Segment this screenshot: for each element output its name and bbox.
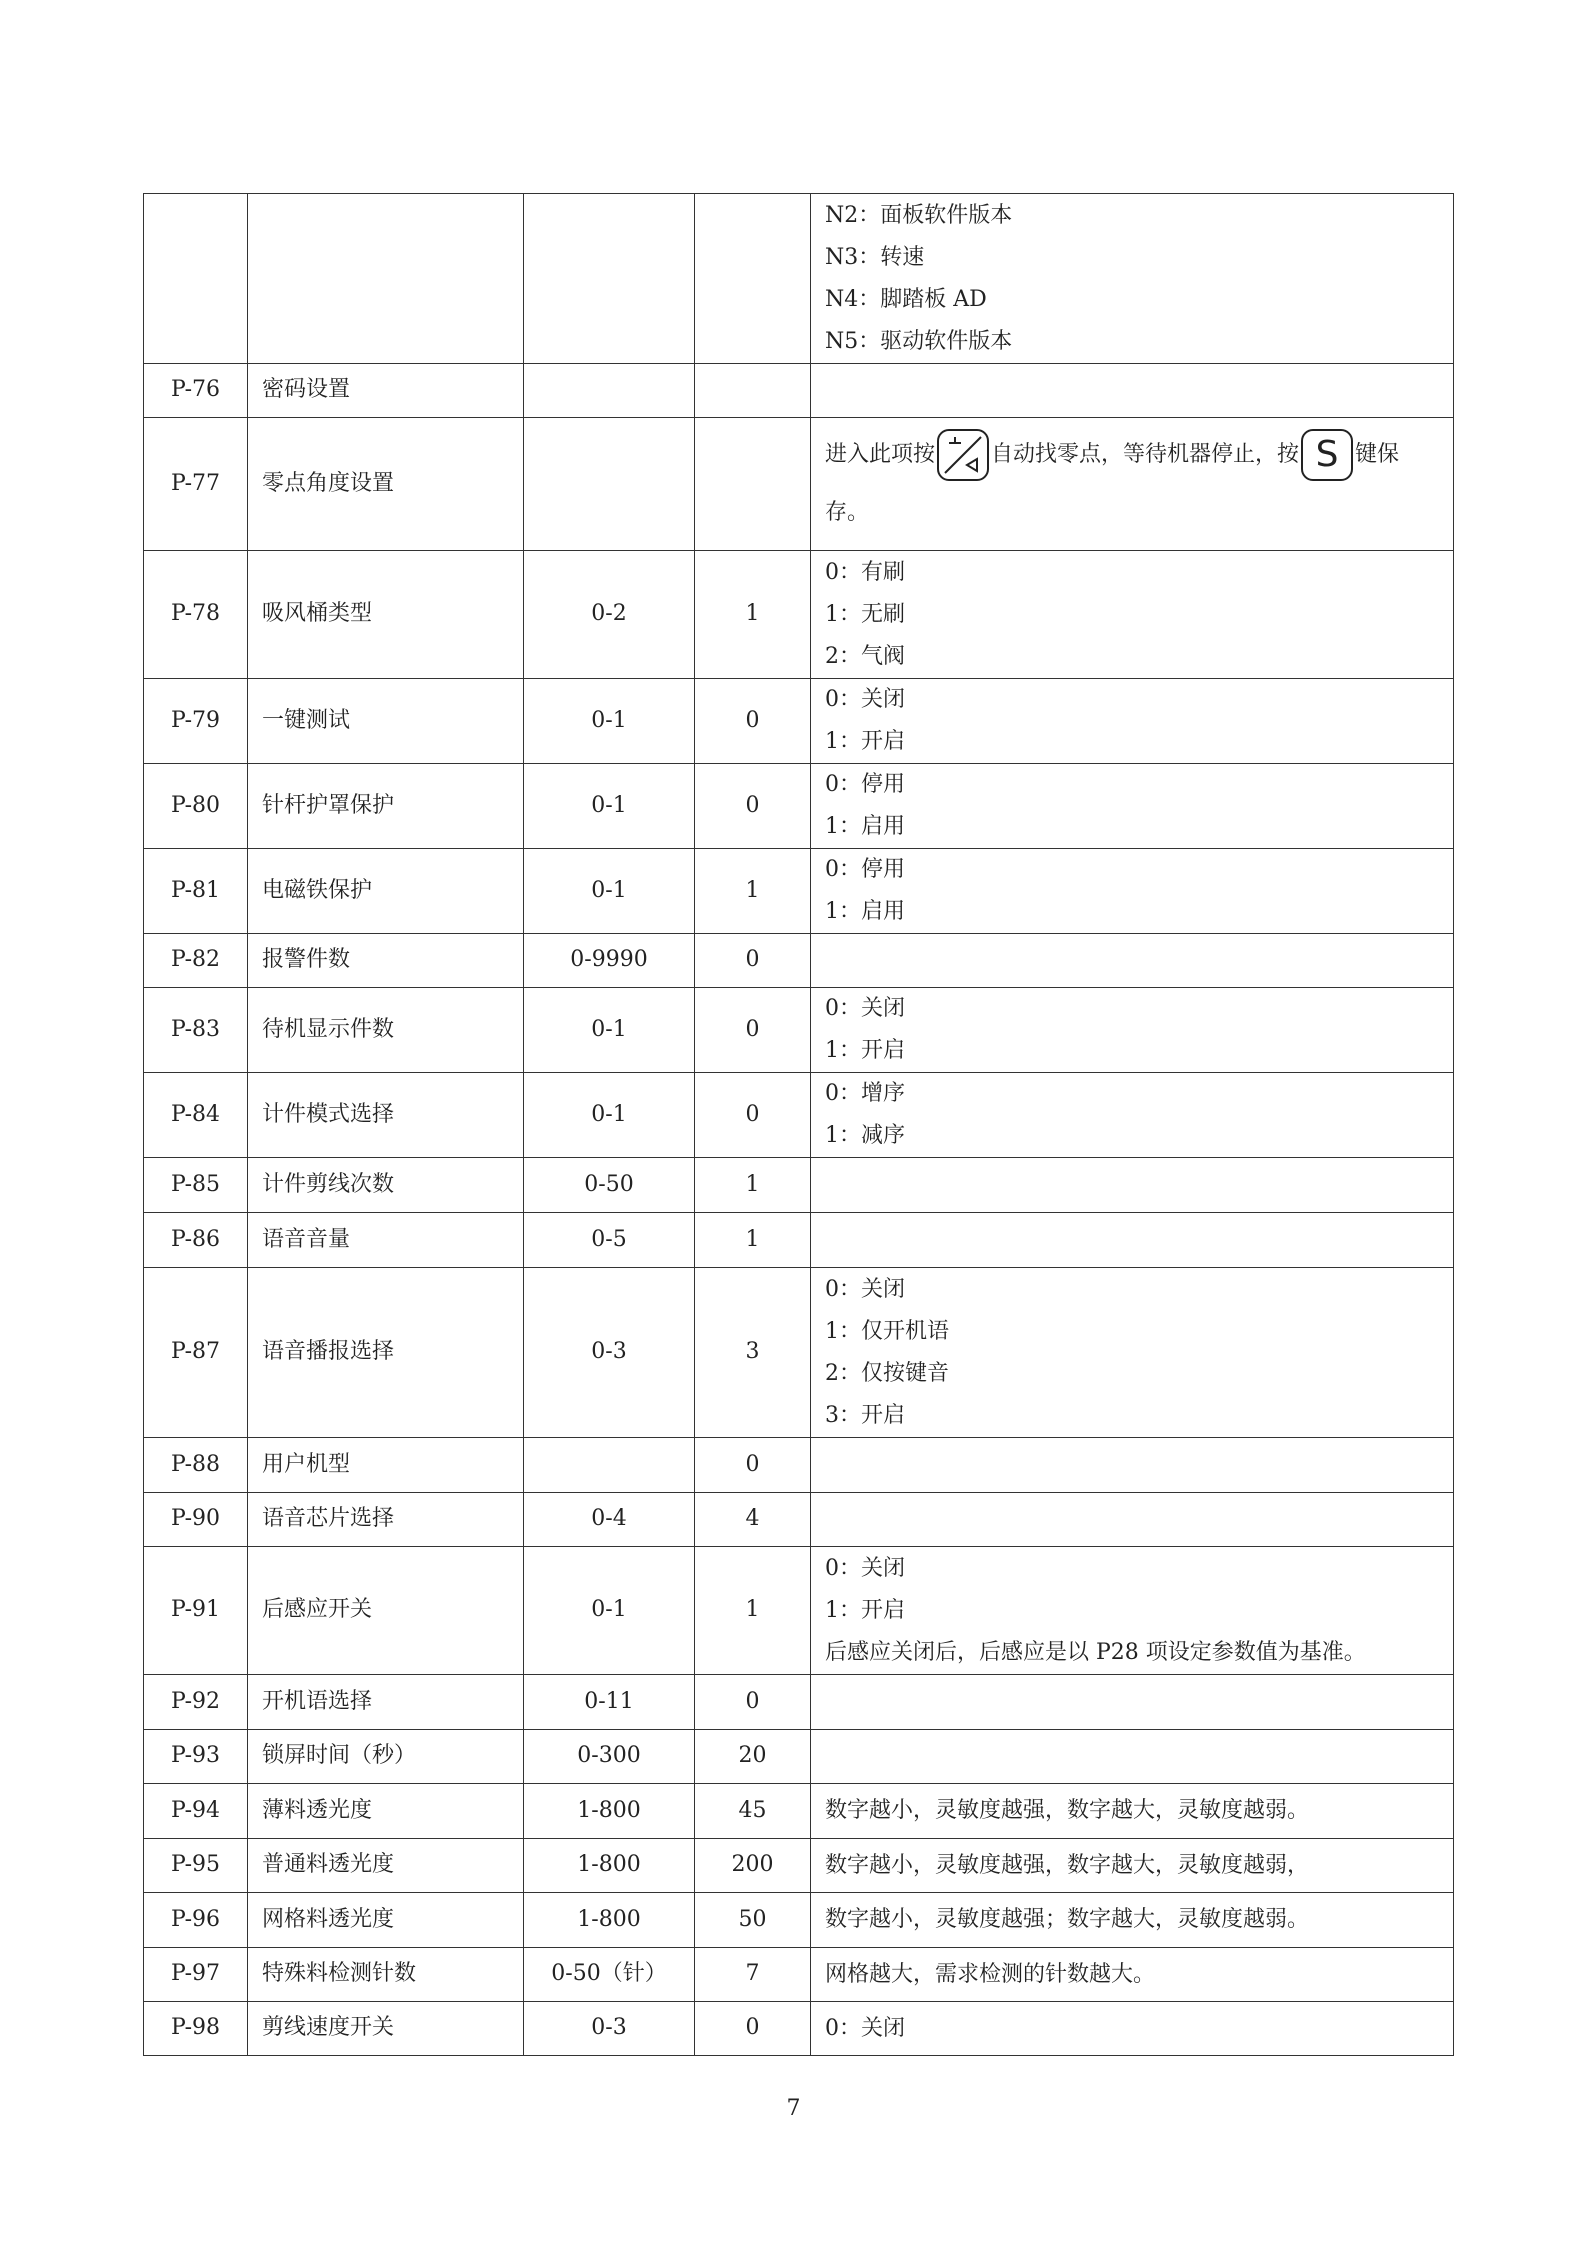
param-desc: [811, 1493, 1454, 1547]
param-range: 1-800: [524, 1893, 695, 1948]
desc-line: 0：停用: [825, 772, 905, 797]
param-desc: [811, 1073, 1454, 1158]
param-range: 0-50: [524, 1158, 695, 1213]
param-desc: [811, 1948, 1454, 2002]
param-name: 剪线速度开关: [248, 2002, 524, 2056]
param-range: 0-300: [524, 1730, 695, 1784]
table-row: [144, 1268, 1454, 1438]
desc-line: 1：减序: [825, 1123, 905, 1148]
desc-line: 1：启用: [825, 814, 905, 839]
table-row: [144, 1839, 1454, 1893]
param-range: 0-9990: [524, 934, 695, 988]
param-desc: [811, 194, 1454, 364]
param-range: 0-1: [524, 1547, 695, 1675]
param-code: P-94: [144, 1784, 248, 1839]
param-code: P-84: [144, 1073, 248, 1158]
desc-line: 1：开启: [825, 1038, 905, 1063]
table-row: [144, 1213, 1454, 1268]
table-row: [144, 1547, 1454, 1675]
param-code: P-77: [144, 418, 248, 551]
param-range: 0-1: [524, 1073, 695, 1158]
param-range: 0-50（针）: [524, 1948, 695, 2002]
param-name: 后感应开关: [248, 1547, 524, 1675]
param-name: 零点角度设置: [248, 418, 524, 551]
param-name: 计件剪线次数: [248, 1158, 524, 1213]
table-row: [144, 1073, 1454, 1158]
param-name: 密码设置: [248, 364, 524, 418]
param-desc: [811, 2002, 1454, 2056]
save-key-icon: [1301, 429, 1353, 481]
param-code: P-88: [144, 1438, 248, 1493]
param-desc: [811, 1438, 1454, 1493]
parameter-table: [143, 193, 1454, 2056]
desc-line: 3：开启: [825, 1402, 905, 1428]
param-default: 0: [695, 1438, 811, 1493]
table-row: [144, 1493, 1454, 1547]
desc-line: 后感应关闭后，后感应是以 P28 项设定参数值为基准。: [825, 1639, 1366, 1665]
param-code: P-96: [144, 1893, 248, 1948]
param-default: 4: [695, 1493, 811, 1547]
param-desc: [811, 418, 1454, 551]
desc-line: 0：关闭: [825, 996, 905, 1021]
param-desc: [811, 1158, 1454, 1213]
param-range: 0-1: [524, 849, 695, 934]
param-default: 0: [695, 1073, 811, 1158]
desc-line: 数字越小，灵敏度越强，数字越大，灵敏度越弱。: [825, 1798, 1310, 1823]
desc-line: N2：面板软件版本: [825, 202, 1013, 228]
param-desc: [811, 988, 1454, 1073]
param-desc: [811, 551, 1454, 679]
param-name: 吸风桶类型: [248, 551, 524, 679]
param-code: P-83: [144, 988, 248, 1073]
param-range: [524, 364, 695, 418]
desc-line: N3：转速: [825, 244, 925, 270]
param-code: P-78: [144, 551, 248, 679]
table-row: [144, 2002, 1454, 2056]
desc-line: 1：仅开机语: [825, 1318, 949, 1344]
param-default: 45: [695, 1784, 811, 1839]
param-default: [695, 194, 811, 364]
param-name: 电磁铁保护: [248, 849, 524, 934]
param-default: 3: [695, 1268, 811, 1438]
desc-line: 0：关闭: [825, 1276, 905, 1302]
page-number: 7: [786, 2096, 801, 2121]
desc-line: N4：脚踏板 AD: [825, 286, 987, 312]
table-row: [144, 1675, 1454, 1730]
param-range: 1-800: [524, 1839, 695, 1893]
param-name: 开机语选择: [248, 1675, 524, 1730]
param-default: 1: [695, 849, 811, 934]
param-default: 1: [695, 1158, 811, 1213]
param-code: P-76: [144, 364, 248, 418]
param-range: [524, 418, 695, 551]
table-row: [144, 764, 1454, 849]
desc-line: 2：气阀: [825, 643, 905, 669]
param-name: 薄料透光度: [248, 1784, 524, 1839]
param-default: 0: [695, 679, 811, 764]
param-name: 一键测试: [248, 679, 524, 764]
param-code: P-82: [144, 934, 248, 988]
table-row: [144, 418, 1454, 551]
param-range: 0-1: [524, 764, 695, 849]
param-code: P-87: [144, 1268, 248, 1438]
param-desc: [811, 1893, 1454, 1948]
param-desc: [811, 849, 1454, 934]
param-default: 200: [695, 1839, 811, 1893]
param-name: [248, 194, 524, 364]
desc-line: 1：无刷: [825, 601, 905, 627]
desc-text: 进入此项按: [825, 442, 936, 467]
table-row: [144, 1730, 1454, 1784]
param-range: 0-1: [524, 679, 695, 764]
param-name: 普通料透光度: [248, 1839, 524, 1893]
desc-line: 数字越小，灵敏度越强，数字越大，灵敏度越弱，: [825, 1852, 1310, 1878]
table-row: [144, 1893, 1454, 1948]
param-name: 特殊料检测针数: [248, 1948, 524, 2002]
param-default: 7: [695, 1948, 811, 2002]
table-row: [144, 1784, 1454, 1839]
param-range: 0-2: [524, 551, 695, 679]
param-range: 0-4: [524, 1493, 695, 1547]
table-row: [144, 988, 1454, 1073]
param-name: 报警件数: [248, 934, 524, 988]
table-row: [144, 364, 1454, 418]
param-default: 0: [695, 988, 811, 1073]
param-range: 1-800: [524, 1784, 695, 1839]
desc-line: 1：开启: [825, 1597, 905, 1623]
param-code: P-91: [144, 1547, 248, 1675]
param-code: P-80: [144, 764, 248, 849]
param-code: P-79: [144, 679, 248, 764]
param-default: 50: [695, 1893, 811, 1948]
p77-description: [825, 418, 1439, 550]
desc-line: 0：关闭: [825, 2015, 905, 2041]
param-code: P-90: [144, 1493, 248, 1547]
table-row: [144, 1948, 1454, 2002]
param-desc: [811, 1839, 1454, 1893]
desc-line: 数字越小，灵敏度越强；数字越大，灵敏度越弱。: [825, 1907, 1310, 1932]
param-default: 1: [695, 551, 811, 679]
param-desc: [811, 764, 1454, 849]
param-desc: [811, 1213, 1454, 1268]
param-code: P-97: [144, 1948, 248, 2002]
desc-text: 自动找零点，等待机器停止，按: [991, 442, 1300, 467]
param-code: P-86: [144, 1213, 248, 1268]
param-range: 0-3: [524, 1268, 695, 1438]
table-row: [144, 849, 1454, 934]
desc-line: 0：关闭: [825, 1555, 905, 1581]
param-name: 语音音量: [248, 1213, 524, 1268]
param-name: 计件模式选择: [248, 1073, 524, 1158]
desc-line: 0：停用: [825, 857, 905, 882]
param-desc: [811, 934, 1454, 988]
needle-position-key-icon: [937, 429, 989, 481]
param-name: 语音播报选择: [248, 1268, 524, 1438]
param-desc: [811, 1784, 1454, 1839]
table-row: [144, 934, 1454, 988]
param-default: [695, 364, 811, 418]
param-range: 0-1: [524, 988, 695, 1073]
param-desc: [811, 1268, 1454, 1438]
table-row: [144, 551, 1454, 679]
param-code: P-93: [144, 1730, 248, 1784]
param-code: P-95: [144, 1839, 248, 1893]
param-range: 0-11: [524, 1675, 695, 1730]
param-name: 锁屏时间（秒）: [248, 1730, 524, 1784]
param-name: 待机显示件数: [248, 988, 524, 1073]
param-default: [695, 418, 811, 551]
param-range: 0-5: [524, 1213, 695, 1268]
param-default: 20: [695, 1730, 811, 1784]
table-row: [144, 1158, 1454, 1213]
desc-line: 网格越大，需求检测的针数越大。: [825, 1961, 1156, 1987]
param-default: 0: [695, 1675, 811, 1730]
table-row: [144, 1438, 1454, 1493]
desc-line: 0：关闭: [825, 687, 905, 712]
param-default: 0: [695, 2002, 811, 2056]
param-desc: [811, 364, 1454, 418]
table-row: [144, 194, 1454, 364]
param-code: P-92: [144, 1675, 248, 1730]
param-code: P-98: [144, 2002, 248, 2056]
param-name: 针杆护罩保护: [248, 764, 524, 849]
desc-line: 1：启用: [825, 899, 905, 924]
param-code: [144, 194, 248, 364]
save-key-letter: S: [1315, 434, 1339, 475]
param-default: 0: [695, 764, 811, 849]
desc-line: 0：有刷: [825, 559, 905, 585]
param-name: 网格料透光度: [248, 1893, 524, 1948]
param-code: P-81: [144, 849, 248, 934]
param-name: 语音芯片选择: [248, 1493, 524, 1547]
param-range: [524, 194, 695, 364]
desc-line: 1：开启: [825, 729, 905, 754]
param-desc: [811, 1730, 1454, 1784]
param-default: 1: [695, 1547, 811, 1675]
param-code: P-85: [144, 1158, 248, 1213]
param-default: 1: [695, 1213, 811, 1268]
param-default: 0: [695, 934, 811, 988]
param-desc: [811, 679, 1454, 764]
table-row: [144, 679, 1454, 764]
param-range: 0-3: [524, 2002, 695, 2056]
desc-line: N5：驱动软件版本: [825, 328, 1013, 354]
param-desc: [811, 1547, 1454, 1675]
param-name: 用户机型: [248, 1438, 524, 1493]
desc-line: 2：仅按键音: [825, 1360, 949, 1386]
param-desc: [811, 1675, 1454, 1730]
desc-line: 0：增序: [825, 1081, 905, 1106]
desc-text: 键保存。: [825, 442, 1400, 525]
param-range: [524, 1438, 695, 1493]
